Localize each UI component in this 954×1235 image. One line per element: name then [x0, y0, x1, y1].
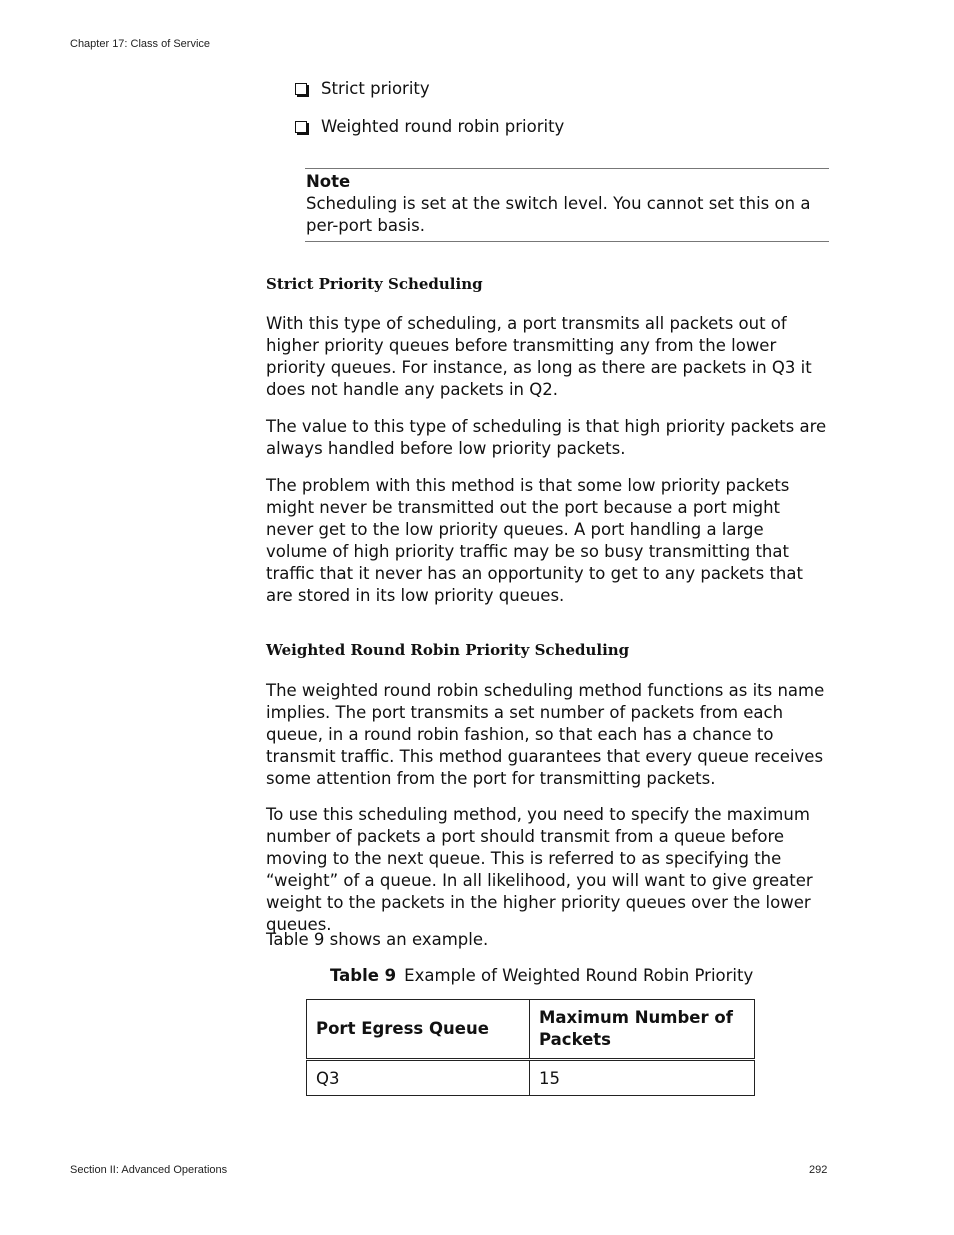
table-header-cell: Port Egress Queue: [307, 1000, 530, 1060]
paragraph: With this type of scheduling, a port transmits all packets out of higher priority queues before transmitting any from the lower priority queues. For instance, as long as there are packets in Q3 it does not handle any packets in Q2.: [266, 314, 812, 399]
page-number: 292: [809, 1164, 828, 1176]
wrr-example-table: [306, 999, 755, 1096]
section-heading-weighted-round-robin: Weighted Round Robin Priority Scheduling: [266, 641, 630, 659]
bullet-item-weighted-round-robin: [295, 117, 564, 136]
paragraph: Table 9 shows an example.: [266, 930, 489, 949]
checkbox-bullet-icon: [295, 121, 307, 133]
paragraph: The weighted round robin scheduling method functions as its name implies. The port transmits a set number of packets from each queue, in a round robin fashion, so that each has a chance to transmit traffic. This method guarantees that every queue receives some attention from the port for transmitting packets.: [266, 681, 825, 788]
table-caption-text: Example of Weighted Round Robin Priority: [404, 966, 754, 985]
checkbox-bullet-icon: [295, 83, 307, 95]
table-caption: [330, 966, 753, 985]
bullet-text: Strict priority: [321, 79, 430, 98]
bullet-text: Weighted round robin priority: [321, 117, 565, 136]
note-box: [305, 168, 829, 242]
note-text: Scheduling is set at the switch level. You cannot set this on a per-port basis.: [306, 194, 811, 235]
running-header: Chapter 17: Class of Service: [70, 38, 211, 50]
section-heading-strict-priority: Strict Priority Scheduling: [266, 275, 483, 293]
paragraph: The problem with this method is that some low priority packets might never be transmitted out the port because a port might never get to the low priority queues. A port handling a large volume of high priority traffic may be so busy transmitting that traffic that it never has an opportunity to get to any packets that are stored in its low priority queues.: [266, 476, 803, 605]
table-cell: 15: [530, 1060, 755, 1096]
running-footer-section: Section II: Advanced Operations: [70, 1164, 228, 1176]
table-header-row: [307, 1000, 755, 1060]
table-row: [307, 1060, 755, 1096]
table-caption-label: Table 9: [330, 966, 397, 985]
bullet-item-strict-priority: [295, 79, 430, 98]
table-header-cell: Maximum Number of Packets: [530, 1000, 755, 1060]
paragraph: To use this scheduling method, you need to specify the maximum number of packets a port should transmit from a queue before moving to the next queue. This is referred to as specifying the “weight” of a queue. In all likelihood, you will want to give greater weight to the packets in the higher priority queues over the lower queues.: [266, 805, 813, 934]
paragraph: The value to this type of scheduling is that high priority packets are always handled before low priority packets.: [266, 417, 827, 458]
table-cell: Q3: [307, 1060, 530, 1096]
note-title: Note: [306, 172, 351, 191]
